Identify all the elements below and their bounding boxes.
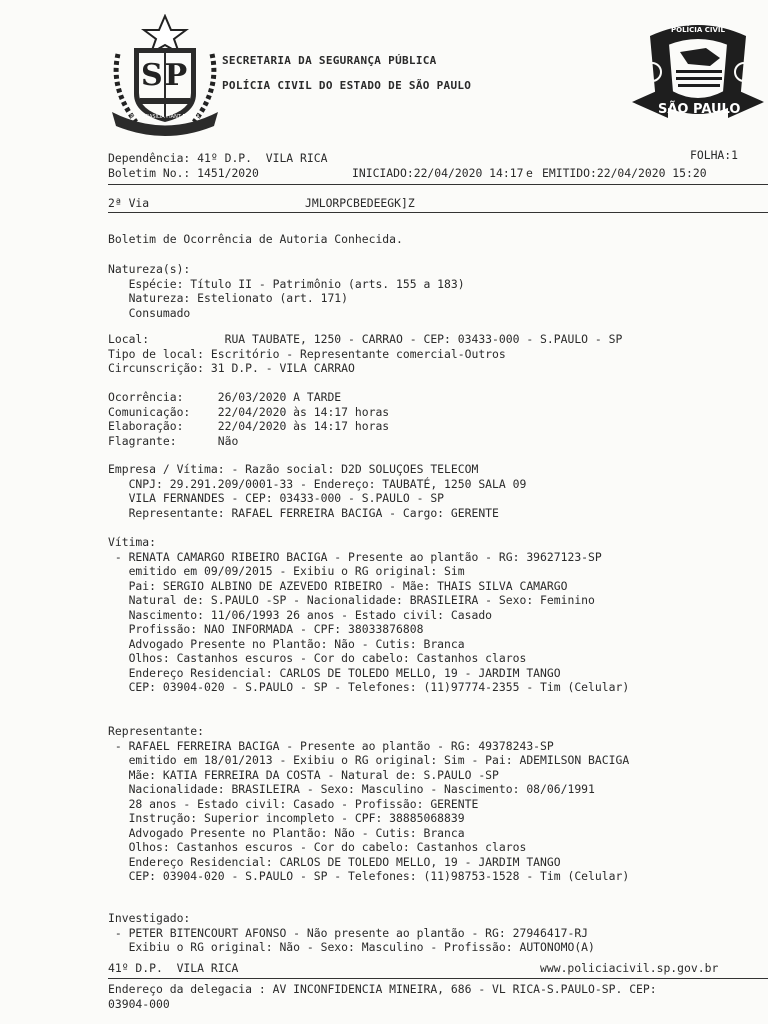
vitima-line: CEP: 03904-020 - S.PAULO - SP - Telefones: (11)97774-2355 - Tim (Celular) <box>108 680 630 694</box>
investigado-line: Exibiu o RG original: Não - Sexo: Masculino - Profissão: AUTONOMO(A) <box>108 940 595 954</box>
seal-letters: SP <box>141 58 190 93</box>
empresa-line: Representante: RAFAEL FERREIRA BACIGA - Cargo: GERENTE <box>108 505 499 520</box>
boletim-numero: Boletim No.: 1451/2020 <box>108 166 259 180</box>
footer-cep: 03904-000 <box>108 997 170 1011</box>
boletim-titulo: Boletim de Ocorrência de Autoria Conhecida. <box>108 232 403 246</box>
rule-second <box>108 212 768 213</box>
vitima-line: Olhos: Castanhos escuros - Cor do cabelo: Castanhos claros <box>108 651 527 665</box>
representante-line: - RAFAEL FERREIRA BACIGA - Presente ao plantão - RG: 49378243-SP <box>108 738 554 753</box>
rule-top <box>108 184 768 185</box>
representante-line: 28 anos - Estado civil: Casado - Profissão: GERENTE <box>108 796 479 811</box>
secretaria-title: SECRETARIA DA SEGURANÇA PÚBLICA <box>222 54 437 67</box>
empresa-line: CNPJ: 29.291.209/0001-33 - Endereço: TAUBATÉ, 1250 SALA 09 <box>108 476 527 491</box>
section-empresa <box>108 462 526 520</box>
badge-top-text: POLÍCIA CIVIL <box>671 26 725 34</box>
section-vitima <box>108 535 629 695</box>
vitima-line: emitido em 09/09/2015 - Exibiu o RG original: Sim <box>108 564 465 578</box>
representante-line: Endereço Residencial: CARLOS DE TOLEDO MELLO, 19 - JARDIM TANGO <box>108 854 561 869</box>
footer-dp: 41º D.P. VILA RICA <box>108 961 239 975</box>
badge-bottom-text: SÃO PAULO <box>658 102 741 117</box>
footer-endereco: Endereço da delegacia : AV INCONFIDENCIA MINEIRA, 686 - VL RICA-S.PAULO-SP. CEP: <box>108 982 657 996</box>
vitima-line: Pai: SERGIO ALBINO DE AZEVEDO RIBEIRO - Mãe: THAIS SILVA CAMARGO <box>108 578 568 593</box>
iniciado: INICIADO:22/04/2020 14:17 <box>352 166 524 180</box>
local-line: Tipo de local: Escritório - Representante comercial-Outros <box>108 346 506 361</box>
dependencia: Dependência: 41º D.P. VILA RICA <box>108 151 328 165</box>
representante-line: Nacionalidade: BRASILEIRA - Sexo: Masculino - Nascimento: 08/06/1991 <box>108 782 595 796</box>
vitima-line: Advogado Presente no Plantão: Não - Cutis: Branca <box>108 636 465 651</box>
section-representante <box>108 724 629 884</box>
vitima-line: Natural de: S.PAULO -SP - Nacionalidade: BRASILEIRA - Sexo: Feminino <box>108 593 595 607</box>
via: 2ª Via <box>108 196 150 210</box>
investigado-line: Investigado: <box>108 911 191 925</box>
data-line: Ocorrência: 26/03/2020 A TARDE <box>108 390 342 404</box>
empresa-line: Empresa / Vítima: - Razão social: D2D SOLUÇOES TELECOM <box>108 462 479 476</box>
local-line: Circunscrição: 31 D.P. - VILA CARRAO <box>108 361 355 375</box>
vitima-line: Nascimento: 11/06/1993 26 anos - Estado civil: Casado <box>108 607 493 622</box>
representante-line: Olhos: Castanhos escuros - Cor do cabelo: Castanhos claros <box>108 840 527 854</box>
representante-line: emitido em 18/01/2013 - Exibiu o RG original: Sim - Pai: ADEMILSON BACIGA <box>108 753 630 767</box>
section-natureza <box>108 262 465 320</box>
representante-line: Mãe: KATIA FERREIRA DA COSTA - Natural de: S.PAULO -SP <box>108 767 499 782</box>
natureza-line: Espécie: Título II - Patrimônio (arts. 155 a 183) <box>108 276 465 291</box>
vitima-line: Endereço Residencial: CARLOS DE TOLEDO MELLO, 19 - JARDIM TANGO <box>108 665 561 680</box>
codigo-autenticidade: JMLORPCBEDEEGK]Z <box>305 196 415 210</box>
vitima-line: Profissão: NAO INFORMADA - CPF: 38033876808 <box>108 622 424 636</box>
empresa-line: VILA FERNANDES - CEP: 03433-000 - S.PAULO - SP <box>108 491 445 505</box>
sp-state-seal <box>106 14 224 136</box>
representante-line: Advogado Presente no Plantão: Não - Cutis: Branca <box>108 825 465 840</box>
footer-site-link[interactable]: www.policiacivil.sp.gov.br <box>540 961 719 975</box>
section-datas <box>108 390 389 448</box>
data-line: Flagrante: Não <box>108 433 239 448</box>
policia-title: POLÍCIA CIVIL DO ESTADO DE SÃO PAULO <box>222 79 472 92</box>
natureza-line: Consumado <box>108 305 191 320</box>
vitima-line: Vítima: <box>108 535 157 549</box>
data-line: Elaboração: 22/04/2020 às 14:17 horas <box>108 419 390 433</box>
vitima-line: - RENATA CAMARGO RIBEIRO BACIGA - Presente ao plantão - RG: 39627123-SP <box>108 549 602 564</box>
natureza-line: Natureza(s): <box>108 262 191 276</box>
policia-civil-badge <box>628 14 768 126</box>
representante-line: CEP: 03904-020 - S.PAULO - SP - Telefones: (11)98753-1528 - Tim (Celular) <box>108 869 630 883</box>
data-line: Comunicação: 22/04/2020 às 14:17 horas <box>108 404 390 419</box>
conjunction-e: e <box>526 166 533 180</box>
representante-line: Instrução: Superior incompleto - CPF: 38885068839 <box>108 811 465 825</box>
seal-ribbon-motto: PRO BRASILIA FIANT EXIMIA <box>130 114 200 120</box>
section-investigado <box>108 911 595 955</box>
natureza-line: Natureza: Estelionato (art. 171) <box>108 291 349 305</box>
folha: FOLHA:1 <box>690 148 739 162</box>
rule-footer <box>108 978 768 979</box>
emitido: EMITIDO:22/04/2020 15:20 <box>542 166 707 180</box>
investigado-line: - PETER BITENCOURT AFONSO - Não presente ao plantão - RG: 27946417-RJ <box>108 925 589 940</box>
section-local <box>108 332 622 376</box>
local-line: Local: RUA TAUBATE, 1250 - CARRAO - CEP: 03433-000 - S.PAULO - SP <box>108 332 623 346</box>
representante-line: Representante: <box>108 724 205 738</box>
